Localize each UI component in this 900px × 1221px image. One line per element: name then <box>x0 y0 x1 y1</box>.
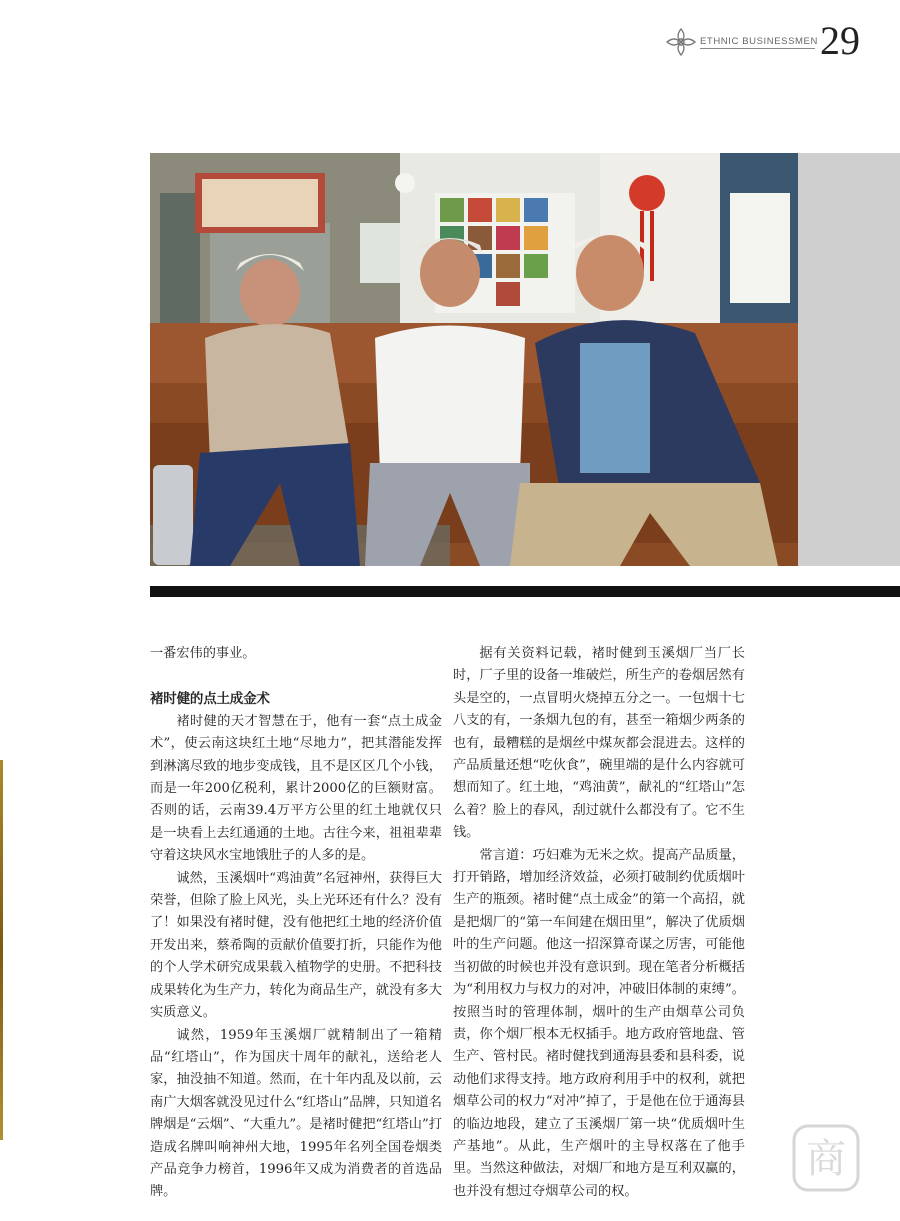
article-paragraph: 诚然，玉溪烟叶“鸡油黄”名冠神州，获得巨大荣誉，但除了脸上风光，头上光环还有什么？没有了！如果没有褚时健，没有他把红土地的经济价值开发出来，蔡希陶的贡献价值要打折，只能作为他的个人学术研究成果载入植物学的史册。不把科技成果转化为生产力，转化为商品生产，就没有多大实质意义。 <box>150 870 442 1021</box>
article-photo <box>150 153 798 566</box>
photo-bottom-rule <box>150 586 900 597</box>
section-heading: 褚时健的点土成金术 <box>150 691 270 708</box>
corner-seal-icon <box>790 1122 862 1194</box>
page-edge-strip <box>0 760 3 1140</box>
header-rule <box>700 48 815 49</box>
article-right-column <box>453 643 745 1203</box>
article-paragraph: 据有关资料记载，褚时健到玉溪烟厂当厂长时，厂子里的设备一堆破烂，所生产的卷烟居然有头是空的，一点冒明火烧掉五分之一。一包烟十七八支的有，一条烟九包的有，甚至一箱烟少两条的也有，最糟糕的是烟丝中煤灰都会混进去。这样的产品质量还想“吃伙食”，碗里端的是什么内容就可想而知了。红土地，“鸡油黄”，献礼的“红塔山”怎么着？脸上的春风，刮过就什么都没有了。它不生钱。 <box>453 646 745 841</box>
article-left-column <box>150 643 442 1204</box>
page-number: 29 <box>820 18 860 63</box>
photo-side-panel <box>798 153 900 566</box>
article-paragraph: 常言道：巧妇难为无米之炊。提高产品质量，打开销路，增加经济效益，必须打破制约优质烟叶生产的瓶颈。褚时健“点土成金”的第一个高招，就是把烟厂的“第一车间建在烟田里”，解决了优质烟叶的生产问题。他这一招深算奇谋之厉害，可能他当初做的时候也并没有意识到。现在笔者分析概括为“利用权力与权力的对冲，冲破旧体制的束缚”。按照当时的管理体制，烟叶的生产由烟草公司负责，你个烟厂根本无权插手。地方政府管地盘、管生产、管村民。褚时健找到通海县委和县科委，说动他们求得支持。地方政府利用手中的权利，就把烟草公司的权力“对冲”掉了，于是他在位于通海县的临边地段，建立了玉溪烟厂第一块“优质烟叶生产基地”。从此，生产烟叶的主导权落在了他手里。当然这种做法，对烟厂和地方是互利双赢的，也并没有想过夺烟草公司的权。 <box>453 847 745 1199</box>
magazine-brand-label: ETHNIC BUSINESSMEN <box>700 36 818 47</box>
photo-three-elderly-men-on-sofa-icon <box>150 153 798 566</box>
watermark-character: 商 <box>806 1136 846 1182</box>
article-paragraph: 褚时健的天才智慧在于，他有一套“点土成金术”，使云南这块红土地“尽地力”，把其潜能发挥到淋漓尽致的地步变成钱，且不是区区几个小钱，而是一年200亿税利，累计2000亿的巨额财富。否则的话，云南39.4万平方公里的红土地就仅只是一块看上去红通通的土地。古往今来，祖祖辈辈守着这块风水宝地饿肚子的人多的是。 <box>150 713 442 864</box>
article-paragraph: 诚然，1959年玉溪烟厂就精制出了一箱精品“红塔山”，作为国庆十周年的献礼，送给老人家，抽没抽不知道。然而，在十年内乱及以前，云南广大烟客就没见过什么“红塔山”品牌，只知道名牌烟是“云烟”、“大重九”。是褚时健把“红塔山”打造成名牌叫响神州大地，1995年名列全国卷烟类产品竞争力榜首，1996年又成为消费者的首选品牌。 <box>150 1027 442 1200</box>
lead-in-text: 一番宏伟的事业。 <box>150 646 256 661</box>
ethnic-businessmen-logo-icon <box>664 26 698 58</box>
